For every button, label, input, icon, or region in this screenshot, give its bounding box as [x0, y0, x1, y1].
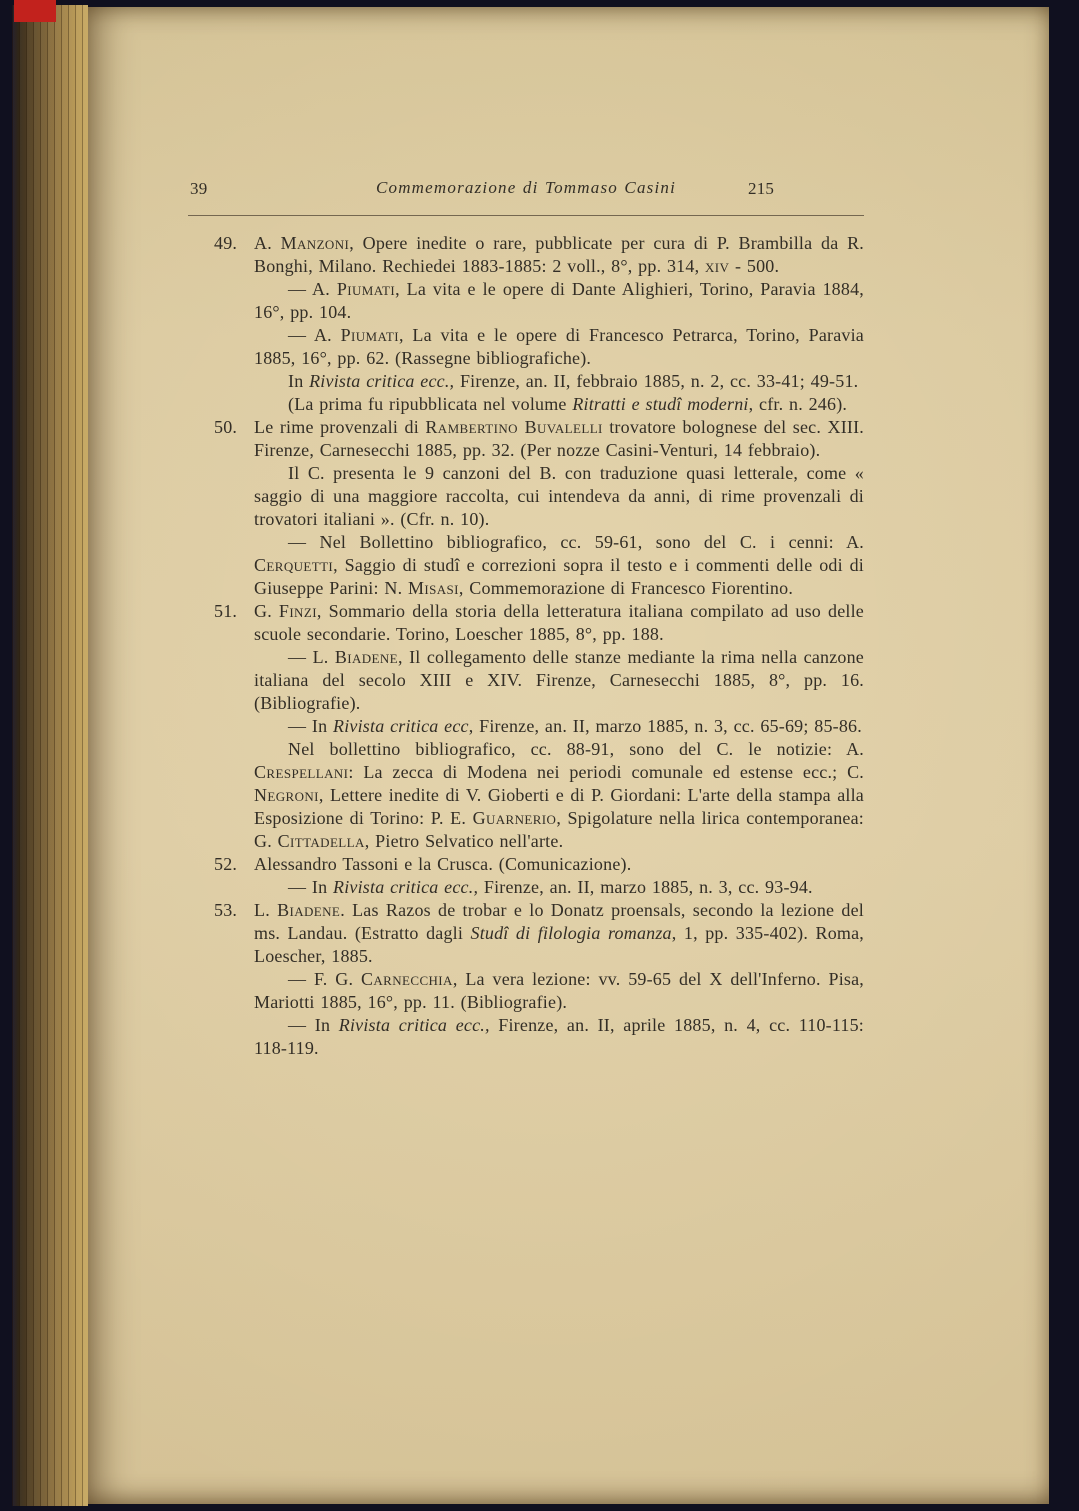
folio-number-left: 39	[190, 179, 208, 198]
book-page-edges	[12, 5, 88, 1506]
entry-number: 50.	[214, 417, 238, 437]
bibliography-entry	[214, 416, 864, 600]
bibliography-entry	[214, 232, 864, 416]
entry-paragraph: Nel bollettino bibliografico, cc. 88-91, sono del C. le notizie: A. Crespellani: La zecca di Modena nei periodi comunale ed estense ecc.; C. Negroni, Lettere inedite di V. Gioberti e di P. Giordani: L'arte della stampa alla Esposizione di Torino: P. E. Guarnerio, Spigolature nella lirica contemporanea: G. Cittadella, Pietro Selvatico nell'arte.	[254, 739, 864, 851]
page-content	[190, 175, 864, 1060]
header-rule	[188, 215, 864, 216]
entry-paragraph: — L. Biadene, Il collegamento delle stanze mediante la rima nella canzone italiana del secolo XIII e XIV. Firenze, Carnesecchi 1885, 8°, pp. 16. (Bibliografie).	[254, 647, 864, 713]
entry-paragraph: In Rivista critica ecc., Firenze, an. II, febbraio 1885, n. 2, cc. 33-41; 49-51.	[288, 371, 859, 391]
entry-list	[214, 232, 864, 1060]
entry-paragraph: — In Rivista critica ecc., Firenze, an. II, aprile 1885, n. 4, cc. 110-115: 118-119.	[254, 1015, 864, 1058]
entry-number: 52.	[214, 854, 238, 874]
entry-paragraph: — Nel Bollettino bibliografico, cc. 59-61, sono del C. i cenni: A. Cerquetti, Saggio di studî e correzioni sopra il testo e i commenti delle odi di Giuseppe Parini: N. Misasi, Commemorazione di Francesco Fiorentino.	[254, 532, 864, 598]
entry-number: 49.	[214, 233, 238, 253]
red-corner-tab	[14, 0, 56, 22]
entry-paragraph: — In Rivista critica ecc., Firenze, an. II, marzo 1885, n. 3, cc. 93-94.	[288, 877, 813, 897]
running-title: Commemorazione di Tommaso Casini	[375, 178, 677, 197]
entry-paragraph: Il C. presenta le 9 canzoni del B. con traduzione quasi letterale, come « saggio di una maggiore raccolta, cui intendeva da anni, di rime provenzali di trovatori italiani ». (Cfr. n. 10).	[254, 463, 864, 529]
page-header	[188, 175, 864, 203]
entry-paragraph: Le rime provenzali di Rambertino Buvalelli trovatore bolognese del sec. XIII. Firenze, Carnesecchi 1885, pp. 32. (Per nozze Casini-Venturi, 14 febbraio).	[254, 417, 864, 460]
entry-paragraph: — In Rivista critica ecc, Firenze, an. II, marzo 1885, n. 3, cc. 65-69; 85-86.	[288, 716, 862, 736]
entry-paragraph: L. Biadene. Las Razos de trobar e lo Donatz proensals, secondo la lezione del ms. Landau. (Estratto dagli Studî di filologia romanza, 1, pp. 335-402). Roma, Loescher, 1885.	[254, 900, 864, 966]
entry-paragraph: (La prima fu ripubblicata nel volume Ritratti e studî moderni, cfr. n. 246).	[288, 394, 848, 414]
entry-paragraph: Alessandro Tassoni e la Crusca. (Comunicazione).	[254, 854, 632, 874]
bibliography-entry	[214, 600, 864, 853]
entry-number: 53.	[214, 900, 238, 920]
entry-paragraph: — A. Piumati, La vita e le opere di Dante Alighieri, Torino, Paravia 1884, 16°, pp. 104.	[254, 279, 864, 322]
bibliography-entry	[214, 899, 864, 1060]
paper-page	[88, 7, 1049, 1504]
entry-paragraph: G. Finzi, Sommario della storia della letteratura italiana compilato ad uso delle scuole secondarie. Torino, Loescher 1885, 8°, pp. 188.	[254, 601, 864, 644]
entry-paragraph: — A. Piumati, La vita e le opere di Francesco Petrarca, Torino, Paravia 1885, 16°, pp. 62. (Rassegne bibliografiche).	[254, 325, 864, 368]
bibliography-entry	[214, 853, 864, 899]
folio-number-right: 215	[748, 179, 775, 198]
entry-paragraph: A. Manzoni, Opere inedite o rare, pubblicate per cura di P. Brambilla da R. Bonghi, Milano. Rechiedei 1883-1885: 2 voll., 8°, pp. 314, xiv - 500.	[254, 233, 864, 276]
entry-paragraph: — F. G. Carnecchia, La vera lezione: vv. 59-65 del X dell'Inferno. Pisa, Mariotti 1885, 16°, pp. 11. (Bibliografie).	[254, 969, 864, 1012]
entry-number: 51.	[214, 601, 238, 621]
